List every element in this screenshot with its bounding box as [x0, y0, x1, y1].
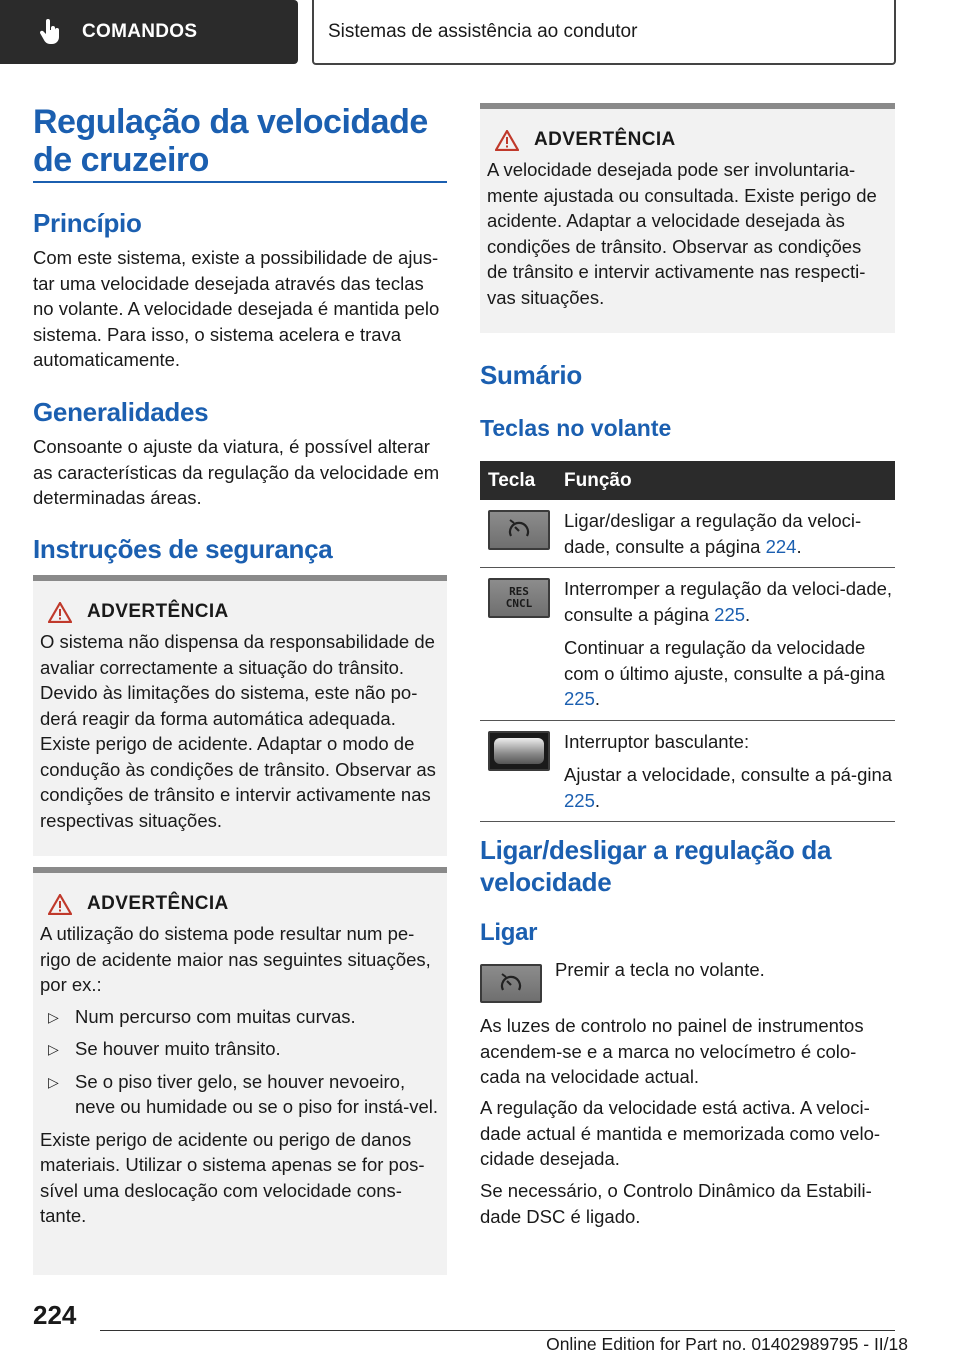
- warning-title-text: ADVERTÊNCIA: [534, 129, 676, 150]
- on-step-text: Premir a tecla no volante.: [555, 959, 765, 980]
- bullet-triangle-icon: ▷: [48, 1008, 59, 1025]
- warning-triangle-icon: [48, 894, 72, 915]
- table-row: [480, 568, 895, 721]
- warning-box-2: [33, 867, 447, 1275]
- on-heading: Ligar: [480, 919, 538, 946]
- steering-keys-table: [480, 461, 895, 822]
- warning-intro: A utilização do sistema pode resultar num pe-rigo de acidente maior nas seguintes situações, por ex.:: [40, 923, 431, 995]
- hand-pointer-icon: [38, 19, 62, 45]
- page-link[interactable]: 224: [765, 535, 797, 557]
- safety-heading: Instruções de segurança: [33, 534, 333, 564]
- general-heading: Generalidades: [33, 397, 209, 427]
- warning-triangle-icon: [495, 130, 519, 151]
- footer-divider: [100, 1330, 895, 1331]
- warning-box-3: [480, 103, 895, 333]
- paragraph: As luzes de controlo no painel de instrumentos acendem-se e a marca no velocímetro é colo-cada na velocidade actual.: [480, 1015, 864, 1087]
- table-row: [480, 720, 895, 822]
- function-text: Ajustar a velocidade, consulte a pá-gina 225.: [564, 764, 893, 811]
- on-off-heading: Ligar/desligar a regulação da velocidade: [480, 835, 832, 897]
- warning-triangle-icon: [48, 602, 72, 623]
- title-divider: [33, 181, 447, 183]
- table-header-row: [480, 461, 895, 500]
- list-item: ▷ Se houver muito trânsito.: [40, 1036, 439, 1062]
- paragraph: Se necessário, o Controlo Dinâmico da Estabili-dade DSC é ligado.: [480, 1180, 872, 1227]
- function-text: Ligar/desligar a regulação da veloci-dade, consulte a página 224.: [564, 510, 862, 557]
- chapter-label: Sistemas de assistência ao condutor: [328, 20, 638, 42]
- principle-heading: Princípio: [33, 208, 142, 238]
- function-text: Interruptor basculante:: [564, 730, 750, 752]
- general-text: Consoante o ajuste da viatura, é possível alterar as características da regulação da velocidade em determinadas áreas.: [33, 436, 440, 508]
- column-header-key: Tecla: [480, 461, 564, 500]
- table-row: [480, 500, 895, 568]
- bullet-triangle-icon: ▷: [48, 1073, 59, 1090]
- warning-title: [40, 601, 439, 623]
- paragraph: A regulação da velocidade está activa. A veloci-dade actual é mantida e memorizada como velo-cidade desejada.: [480, 1097, 881, 1169]
- warning-outro: Existe perigo de acidente ou perigo de danos materiais. Utilizar o sistema apenas se for pos-sível uma deslocação com velocidade cons-tante.: [40, 1128, 425, 1226]
- column-header-function: Função: [564, 461, 895, 500]
- function-text: Continuar a regulação da velocidade com o último ajuste, consulte a pá-gina 225.: [564, 637, 885, 709]
- cruise-on-off-key-icon: [488, 510, 550, 550]
- warning-title: [487, 129, 887, 151]
- bullet-triangle-icon: ▷: [48, 1041, 59, 1057]
- warning-title-text: ADVERTÊNCIA: [87, 601, 229, 622]
- principle-text: Com este sistema, existe a possibilidade de ajus-tar uma velocidade desejada através das teclas no volante. A velocidade desejada é mantida pelo sistema. Para isso, o sistema acelera e trava automaticamente.: [33, 247, 440, 370]
- warning-text: O sistema não dispensa da responsabilidade de avaliar correctamente a situação do trânsito. Devido às limitações do sistema, este não po-derá reagir da forma automática adequada. Existe perigo de acidente. Adaptar o modo de condução às condições de trânsito. Observar as condições de trânsito e intervir activamente nas respectivas situações.: [40, 631, 436, 831]
- cruise-on-off-key-icon: [480, 964, 542, 1003]
- res-cncl-key-icon: RES CNCL: [488, 578, 550, 618]
- warning-text: A velocidade desejada pode ser involuntaria-mente ajustada ou consultada. Existe perigo de acidente. Adaptar a velocidade desejada às condições de trânsito. Observar as condições de trânsito e intervir activamente nas respecti-vas situações.: [487, 159, 877, 308]
- edition-text: Online Edition for Part no. 01402989795 - II/18: [546, 1334, 908, 1354]
- section-label: COMANDOS: [82, 21, 198, 42]
- keys-heading: Teclas no volante: [480, 415, 672, 441]
- rocker-switch-key-icon: [488, 731, 550, 771]
- header-chapter-tab: [312, 0, 896, 65]
- summary-heading: Sumário: [480, 360, 582, 390]
- warning-box-1: [33, 575, 447, 856]
- warning-title: [40, 893, 439, 915]
- page-number: 224: [33, 1300, 77, 1330]
- list-item: ▷ Se o piso tiver gelo, se houver nevoeiro, neve ou humidade ou se o piso for instá-vel.: [48, 1070, 439, 1117]
- header-section-tab: [0, 0, 298, 64]
- function-text: Interromper a regulação da veloci-dade, consulte a página 225.: [564, 578, 893, 625]
- warning-title-text: ADVERTÊNCIA: [87, 893, 229, 914]
- page-link[interactable]: 225: [714, 603, 746, 625]
- page-link[interactable]: 225: [564, 688, 595, 709]
- page-title: Regulação da velocidade de cruzeiro: [33, 103, 428, 179]
- warning-situation-list: [40, 1004, 439, 1120]
- page-link[interactable]: 225: [564, 789, 595, 811]
- list-item: ▷ Num percurso com muitas curvas.: [40, 1004, 439, 1030]
